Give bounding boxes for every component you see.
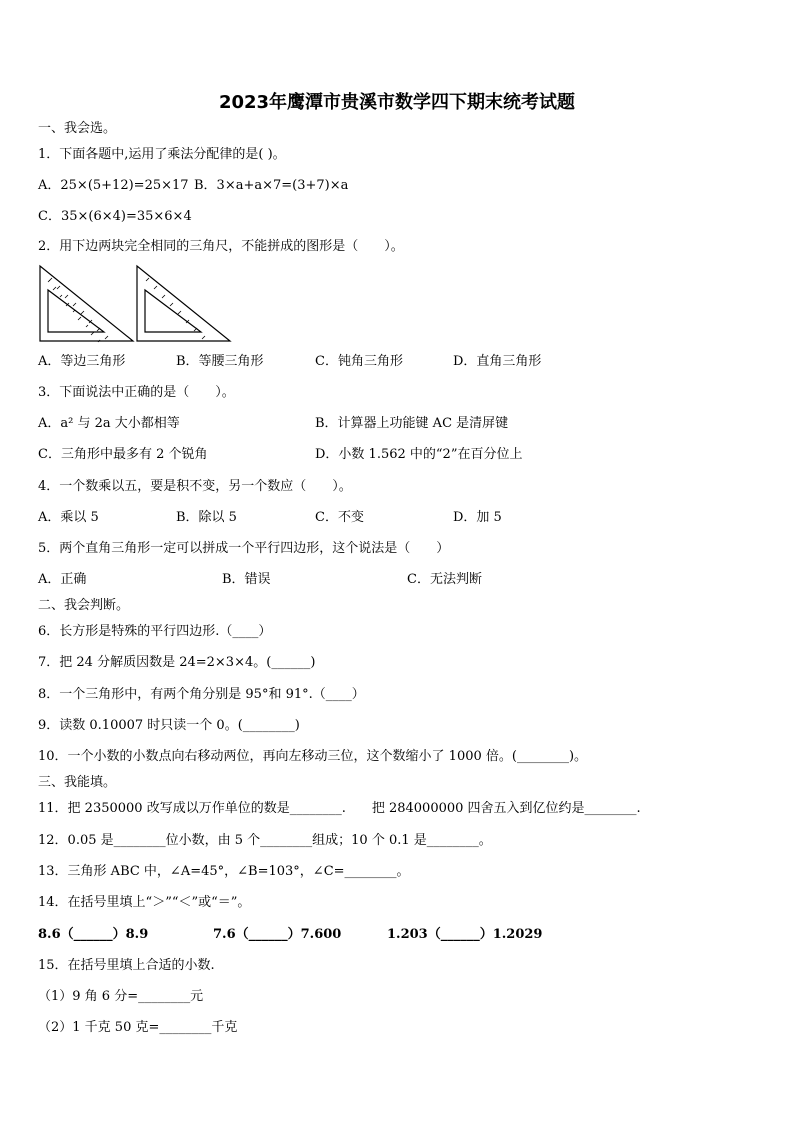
question-2: 2．用下边两块完全相同的三角尺，不能拼成的图形是（ ）。 (38, 239, 404, 254)
q5-option-a: A．正确 (38, 572, 87, 587)
question-12: 12．0.05 是________位小数，由 5 个________组成；10 个 0.1 是________。 (38, 833, 492, 848)
q14-compare-2: 7.6（______）7.600 (213, 927, 342, 942)
question-5: 5．两个直角三角形一定可以拼成一个平行四边形，这个说法是（ ） (38, 541, 450, 556)
question-15: 15．在括号里填上合适的小数. (38, 958, 215, 973)
set-square-right (137, 266, 230, 341)
q2-option-c: C．钝角三角形 (315, 354, 403, 369)
set-square-left (40, 266, 133, 344)
q5-option-b: B．错误 (222, 572, 271, 587)
q1-option-a: A．25×(5+12)=25×17 (38, 178, 189, 193)
section-heading-choose: 一、我会选。 (38, 121, 117, 136)
question-1: 1．下面各题中,运用了乘法分配律的是( )。 (38, 147, 286, 162)
q3-option-d: D．小数 1.562 中的“2”在百分位上 (315, 447, 523, 462)
q4-option-d: D．加 5 (453, 510, 502, 525)
q3-option-b: B．计算器上功能键 AC 是清屏键 (315, 416, 509, 431)
question-6: 6．长方形是特殊的平行四边形.（____） (38, 624, 272, 639)
q3-option-a: A．a² 与 2a 大小都相等 (38, 416, 180, 431)
set-square-figure (38, 264, 238, 344)
q2-option-a: A．等边三角形 (38, 354, 126, 369)
q2-option-d: D．直角三角形 (453, 354, 542, 369)
q4-option-c: C．不变 (315, 510, 364, 525)
section-heading-judge: 二、我会判断。 (38, 598, 130, 613)
q4-option-a: A．乘以 5 (38, 510, 99, 525)
question-3: 3．下面说法中正确的是（ ）。 (38, 385, 235, 400)
q5-option-c: C．无法判断 (407, 572, 482, 587)
question-11: 11．把 2350000 改写成以万作单位的数是________. 把 284000000 四舍五入到亿位约是________. (38, 801, 641, 816)
q4-option-b: B．除以 5 (176, 510, 237, 525)
question-4: 4．一个数乘以五，要是积不变，另一个数应（ ）。 (38, 479, 352, 494)
question-8: 8．一个三角形中，有两个角分别是 95°和 91°.（____） (38, 687, 365, 702)
question-14: 14．在括号里填上“＞”“＜”或“＝”。 (38, 895, 251, 910)
question-7: 7．把 24 分解质因数是 24=2×3×4。(______) (38, 655, 316, 670)
q15-part-1: （1）9 角 6 分=________元 (38, 989, 204, 1004)
page-title: 2023年鹰潭市贵溪市数学四下期末统考试题 (218, 92, 576, 113)
q14-compare-1: 8.6（______）8.9 (38, 927, 149, 942)
q14-compare-3: 1.203（______）1.2029 (387, 927, 543, 942)
question-10: 10．一个小数的小数点向右移动两位，再向左移动三位，这个数缩小了 1000 倍。(________)。 (38, 749, 588, 764)
q1-option-c: C．35×(6×4)=35×6×4 (38, 209, 192, 224)
q3-option-c: C．三角形中最多有 2 个锐角 (38, 447, 208, 462)
q2-option-b: B．等腰三角形 (176, 354, 264, 369)
question-13: 13．三角形 ABC 中，∠A=45°，∠B=103°，∠C=________。 (38, 864, 410, 879)
question-9: 9．读数 0.10007 时只读一个 0。(________) (38, 718, 300, 733)
q15-part-2: （2）1 千克 50 克=________千克 (38, 1020, 238, 1035)
q1-option-b: B．3×a+a×7=(3+7)×a (194, 178, 349, 193)
section-heading-fill: 三、我能填。 (38, 775, 117, 790)
